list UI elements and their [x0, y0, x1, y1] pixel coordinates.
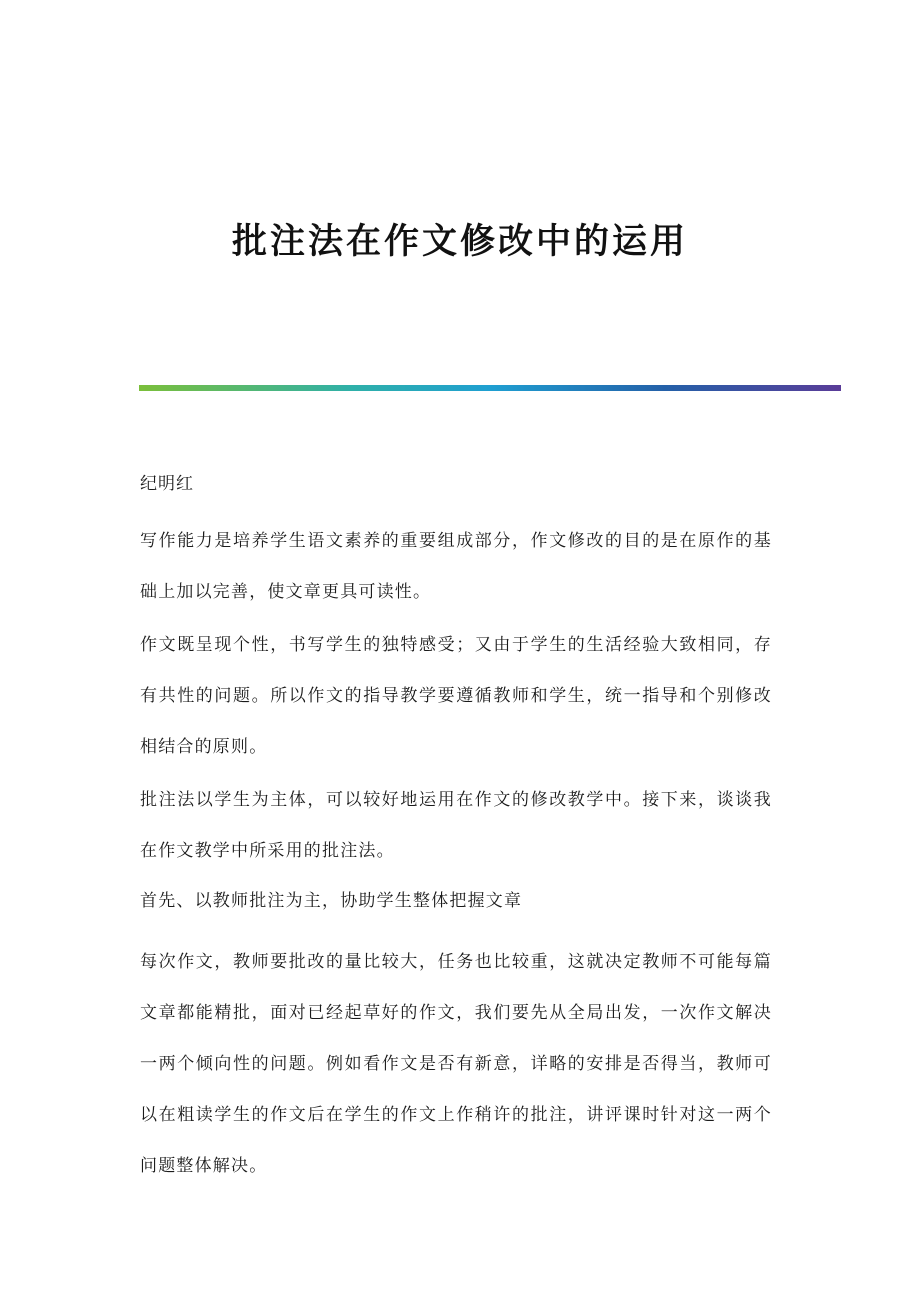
document-body	[140, 466, 772, 1194]
document-title: 批注法在作文修改中的运用	[231, 221, 688, 262]
paragraph: 每次作文，教师要批改的量比较大，任务也比较重，这就决定教师不可能每篇文章都能精批，面对已经起草好的作文，我们要先从全局出发，一次作文解决一两个倾向性的问题。例如看作文是否有新意，详略的安排是否得当，教师可以在粗读学生的作文后在学生的作文上作稍许的批注，讲评课时针对这一两个问题整体解决。	[140, 952, 772, 1176]
title-divider	[139, 385, 841, 391]
author-name: 纪明红	[140, 474, 194, 494]
section-heading: 首先、以教师批注为主，协助学生整体把握文章	[140, 891, 523, 911]
paragraph: 批注法以学生为主体，可以较好地运用在作文的修改教学中。接下来，谈谈我在作文教学中所采用的批注法。	[140, 790, 772, 861]
paragraph: 写作能力是培养学生语文素养的重要组成部分，作文修改的目的是在原作的基础上加以完善，使文章更具可读性。	[140, 531, 772, 602]
paragraph: 作文既呈现个性，书写学生的独特感受；又由于学生的生活经验大致相同，存有共性的问题。所以作文的指导教学要遵循教师和学生，统一指导和个别修改相结合的原则。	[140, 635, 772, 757]
